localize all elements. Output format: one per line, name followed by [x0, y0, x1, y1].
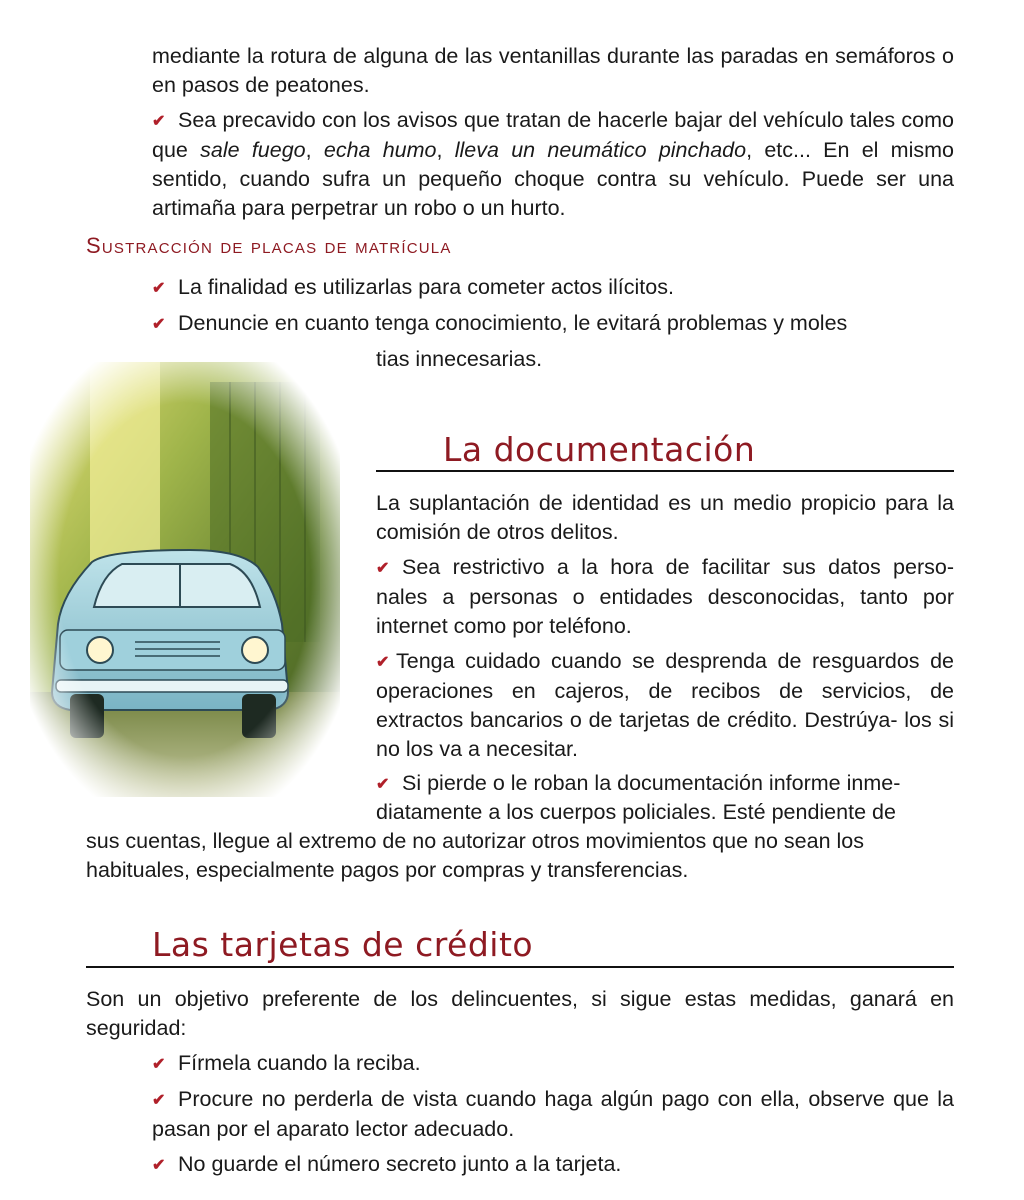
paragraph-continuation: mediante la rotura de alguna de las ventanillas durante las paradas en semáforos o en pasos de peatones.	[152, 44, 954, 97]
bullet-firmela: ✔ Fírmela cuando la reciba.	[152, 1049, 421, 1079]
bullet-documentacion-perdida-l4: habituales, especialmente pagos por compras y transferencias.	[86, 858, 689, 882]
vintage-car-photo	[30, 362, 340, 797]
bullet-resguardos: ✔ Tenga cuidado cuando se desprenda de resguardos de operaciones en cajeros, de recibos de servicios, de extractos bancarios o de tarjetas de crédito. Destrúya- los si no los va a necesitar.	[376, 649, 954, 761]
check-icon: ✔	[376, 654, 390, 671]
documentacion-rule	[376, 470, 954, 472]
check-icon: ✔	[152, 113, 166, 130]
check-icon: ✔	[152, 280, 166, 297]
bullet-denuncie-cont: tias innecesarias.	[376, 347, 543, 371]
tarjetas-title: Las tarjetas de crédito	[152, 925, 534, 964]
check-icon: ✔	[152, 1056, 166, 1073]
bullet-procure: ✔ Procure no perderla de vista cuando haga algún pago con ella, observe que la pasan por el aparato lector adecuado.	[152, 1087, 954, 1141]
check-icon: ✔	[376, 776, 390, 793]
bullet-warning-signals: ✔ Sea precavido con los avisos que tratan de hacerle bajar del vehículo tales como que sale fuego, echa humo, lleva un neumático pinchado, etc... En el mismo sentido, cuando sufra un pequeño choque contra su vehículo. Puede ser una artimaña para perpetrar un robo o un hurto.	[152, 108, 954, 220]
documentacion-title: La documentación	[443, 430, 756, 469]
bullet-documentacion-perdida-l2: diatamente a los cuerpos policiales. Esté pendiente de	[376, 800, 896, 824]
bullet-documentacion-perdida-l3: sus cuentas, llegue al extremo de no autorizar otros movimientos que no sean los	[86, 829, 865, 853]
tarjetas-rule	[86, 966, 954, 968]
bullet-restrictivo: ✔ Sea restrictivo a la hora de facilitar sus datos perso- nales a personas o entidades desconocidas, tanto por internet como por teléfono.	[376, 555, 954, 638]
documentacion-intro: La suplantación de identidad es un medio propicio para la comisión de otros delitos.	[376, 491, 954, 544]
check-icon: ✔	[152, 316, 166, 333]
bullet-numero-secreto: ✔ No guarde el número secreto junto a la tarjeta.	[152, 1150, 621, 1180]
bullet-documentacion-perdida: ✔ Si pierde o le roban la documentación informe inme-	[376, 769, 900, 799]
bullet-denuncie: ✔ Denuncie en cuanto tenga conocimiento, le evitará problemas y moles	[152, 309, 847, 339]
check-icon: ✔	[152, 1157, 166, 1174]
sustraccion-heading: Sustracción de placas de matrícula	[86, 233, 452, 258]
tarjetas-intro: Son un objetivo preferente de los delincuentes, si sigue estas medidas, ganará en seguridad:	[86, 987, 954, 1040]
bullet-finalidad: ✔ La finalidad es utilizarlas para cometer actos ilícitos.	[152, 273, 674, 303]
check-icon: ✔	[152, 1092, 166, 1109]
check-icon: ✔	[376, 560, 390, 577]
